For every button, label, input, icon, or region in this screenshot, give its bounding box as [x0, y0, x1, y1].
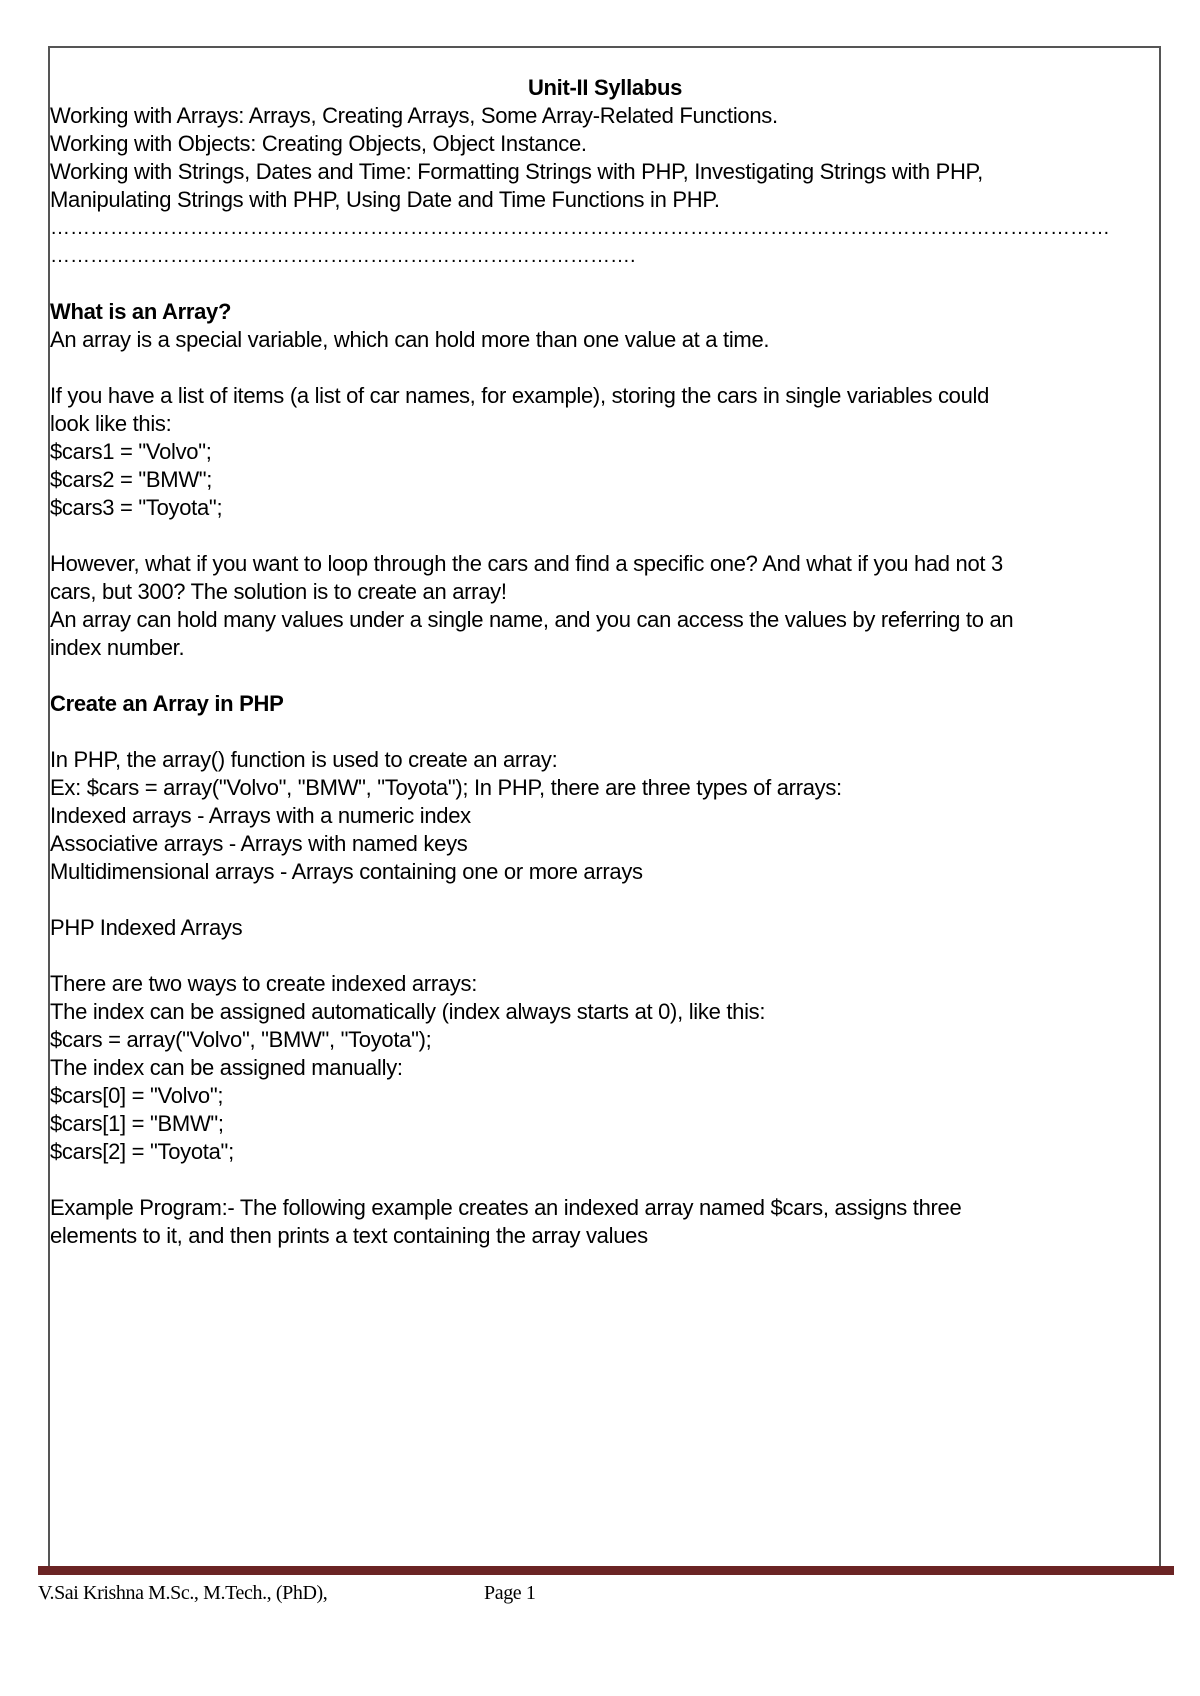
code-line: $cars[2] = "Toyota"; — [50, 1139, 234, 1164]
section-heading-indexed: PHP Indexed Arrays — [50, 915, 243, 940]
code-line: $cars = array("Volvo", "BMW", "Toyota"); — [50, 1027, 432, 1052]
paragraph-line: If you have a list of items (a list of car names, for example), storing the cars in single variables could — [50, 383, 990, 408]
paragraph-line: Ex: $cars = array("Volvo", "BMW", "Toyota"); In PHP, there are three types of arrays: — [50, 775, 842, 800]
paragraph-line: look like this: — [50, 411, 172, 436]
array-type-item: Indexed arrays - Arrays with a numeric index — [50, 803, 471, 828]
syllabus-line: Manipulating Strings with PHP, Using Date and Time Functions in PHP. — [50, 187, 720, 212]
section-heading-create: Create an Array in PHP — [50, 691, 284, 716]
footer-page-number: Page 1 — [484, 1582, 536, 1604]
paragraph-line: The index can be assigned automatically (index always starts at 0), like this: — [50, 999, 766, 1024]
paragraph-line: An array can hold many values under a single name, and you can access the values by referring to an — [50, 607, 1014, 632]
code-line: $cars2 = "BMW"; — [50, 467, 213, 492]
dotted-separator: …………………………………………………………………………………………………………………………………………… — [50, 217, 1110, 239]
dotted-separator: ……………………………………………………………………………. — [50, 245, 636, 267]
syllabus-line: Working with Objects: Creating Objects, Object Instance. — [50, 131, 587, 156]
array-type-item: Associative arrays - Arrays with named keys — [50, 831, 468, 856]
document-body — [50, 74, 1160, 1250]
paragraph-line: In PHP, the array() function is used to create an array: — [50, 747, 558, 772]
array-type-item: Multidimensional arrays - Arrays containing one or more arrays — [50, 859, 643, 884]
footer-divider — [38, 1566, 1174, 1575]
paragraph-line: However, what if you want to loop through the cars and find a specific one? And what if you had not 3 — [50, 551, 1003, 576]
paragraph-line: Example Program:- The following example creates an indexed array named $cars, assigns three — [50, 1195, 962, 1220]
code-line: $cars3 = "Toyota"; — [50, 495, 223, 520]
code-line: $cars1 = "Volvo"; — [50, 439, 212, 464]
section-heading-array: What is an Array? — [50, 299, 232, 324]
page-title: Unit-II Syllabus — [527, 75, 683, 100]
paragraph-line: index number. — [50, 635, 185, 660]
footer-author: V.Sai Krishna M.Sc., M.Tech., (PhD), — [38, 1582, 328, 1604]
paragraph-line: elements to it, and then prints a text containing the array values — [50, 1223, 648, 1248]
paragraph-line: cars, but 300? The solution is to create an array! — [50, 579, 507, 604]
syllabus-line: Working with Strings, Dates and Time: Formatting Strings with PHP, Investigating Strings with PHP, — [50, 159, 983, 184]
code-line: $cars[1] = "BMW"; — [50, 1111, 224, 1136]
paragraph-line: There are two ways to create indexed arrays: — [50, 971, 478, 996]
paragraph-line: The index can be assigned manually: — [50, 1055, 403, 1080]
paragraph-line: An array is a special variable, which can hold more than one value at a time. — [50, 327, 770, 352]
syllabus-line: Working with Arrays: Arrays, Creating Arrays, Some Array-Related Functions. — [50, 103, 778, 128]
code-line: $cars[0] = "Volvo"; — [50, 1083, 224, 1108]
